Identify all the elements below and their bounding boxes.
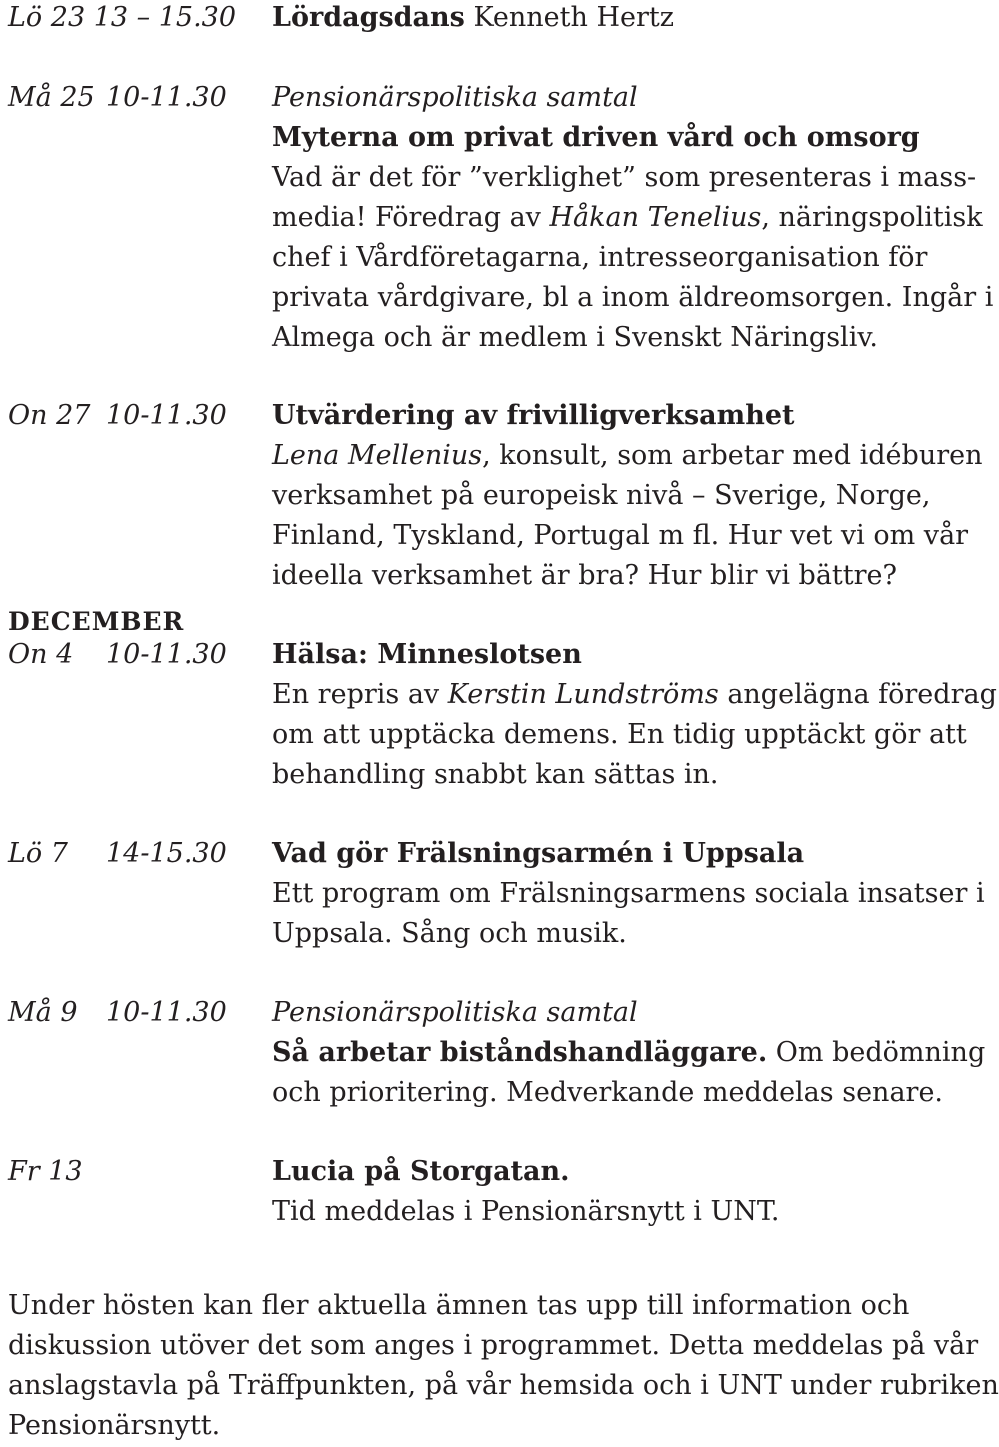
- footer-note: [8, 1286, 999, 1446]
- event-description-line: om att upptäcka demens. En tidig upptäckt gör att: [272, 719, 967, 750]
- footer-line: Under hösten kan fler aktuella ämnen tas upp till information och: [8, 1290, 910, 1321]
- event-title: Lucia på Storgatan.: [272, 1156, 570, 1187]
- event-series: Pensionärspolitiska samtal: [272, 82, 638, 113]
- event-series: Pensionärspolitiska samtal: [272, 997, 638, 1028]
- event-day: Lö 7: [8, 838, 68, 869]
- event-datetime: Lö 23 13 – 15.30: [8, 2, 237, 33]
- event-description-line: behandling snabbt kan sättas in.: [272, 759, 719, 790]
- event-title: Utvärdering av frivilligverksamhet: [272, 400, 795, 431]
- event-description-line: privata vårdgivare, bl a inom äldreomsorgen. Ingår i: [272, 282, 994, 313]
- event-description-line: Ett program om Frälsningsarmens sociala insatser i: [272, 878, 985, 909]
- event-day: Må 25: [8, 82, 95, 113]
- event-time: 10-11.30: [106, 997, 227, 1028]
- event-title: Lördagsdans: [272, 2, 465, 33]
- event-description-line: Uppsala. Sång och musik.: [272, 918, 627, 949]
- speaker-name: Håkan Tenelius: [549, 202, 762, 233]
- event-day: On 27: [8, 400, 91, 431]
- event-time: 10-11.30: [106, 82, 227, 113]
- footer-line: anslagstavla på Träffpunkten, på vår hemsida och i UNT under rubriken: [8, 1370, 999, 1401]
- speaker-name: Kerstin Lundströms: [447, 679, 719, 710]
- event-day: Fr 13: [8, 1156, 83, 1187]
- event-title-line: Så arbetar biståndshandläggare. Om bedömning: [272, 1037, 986, 1068]
- month-heading: DECEMBER: [8, 607, 185, 636]
- event-description-line: ideella verksamhet är bra? Hur blir vi bättre?: [272, 560, 897, 591]
- event-time: 14-15.30: [106, 838, 227, 869]
- event-time: 10-11.30: [106, 400, 227, 431]
- event-title: Vad gör Frälsningsarmén i Uppsala: [272, 838, 805, 869]
- event-description-line: och prioritering. Medverkande meddelas senare.: [272, 1077, 944, 1108]
- footer-line: diskussion utöver det som anges i programmet. Detta meddelas på vår: [8, 1330, 979, 1361]
- event-time: 10-11.30: [106, 639, 227, 670]
- event-description-line: Lena Mellenius, konsult, som arbetar med idéburen: [272, 440, 983, 471]
- speaker-name: Lena Mellenius: [272, 440, 483, 471]
- event-title: Så arbetar biståndshandläggare.: [272, 1037, 768, 1068]
- event-day: Må 9: [8, 997, 78, 1028]
- event-day: On 4: [8, 639, 74, 670]
- footer-line: Pensionärsnytt.: [8, 1410, 221, 1441]
- event-description-line: Tid meddelas i Pensionärsnytt i UNT.: [272, 1196, 780, 1227]
- event-description-line: Finland, Tyskland, Portugal m fl. Hur vet vi om vår: [272, 520, 969, 551]
- event-description-line: verksamhet på europeisk nivå – Sverige, Norge,: [272, 480, 931, 511]
- event-description-line: media! Föredrag av Håkan Tenelius, näringspolitisk: [272, 202, 983, 233]
- event-title: Hälsa: Minneslotsen: [272, 639, 582, 670]
- event-description-line: Almega och är medlem i Svenskt Näringsliv.: [272, 322, 878, 353]
- event-description-line: Vad är det för ”verklighet” som presenteras i mass-: [272, 162, 977, 193]
- event-description-line: En repris av Kerstin Lundströms angelägna föredrag: [272, 679, 997, 710]
- event-performer: Kenneth Hertz: [473, 2, 674, 33]
- event-title: Myterna om privat driven vård och omsorg: [272, 122, 920, 153]
- event-description-line: chef i Vårdföretagarna, intresseorganisation för: [272, 242, 928, 273]
